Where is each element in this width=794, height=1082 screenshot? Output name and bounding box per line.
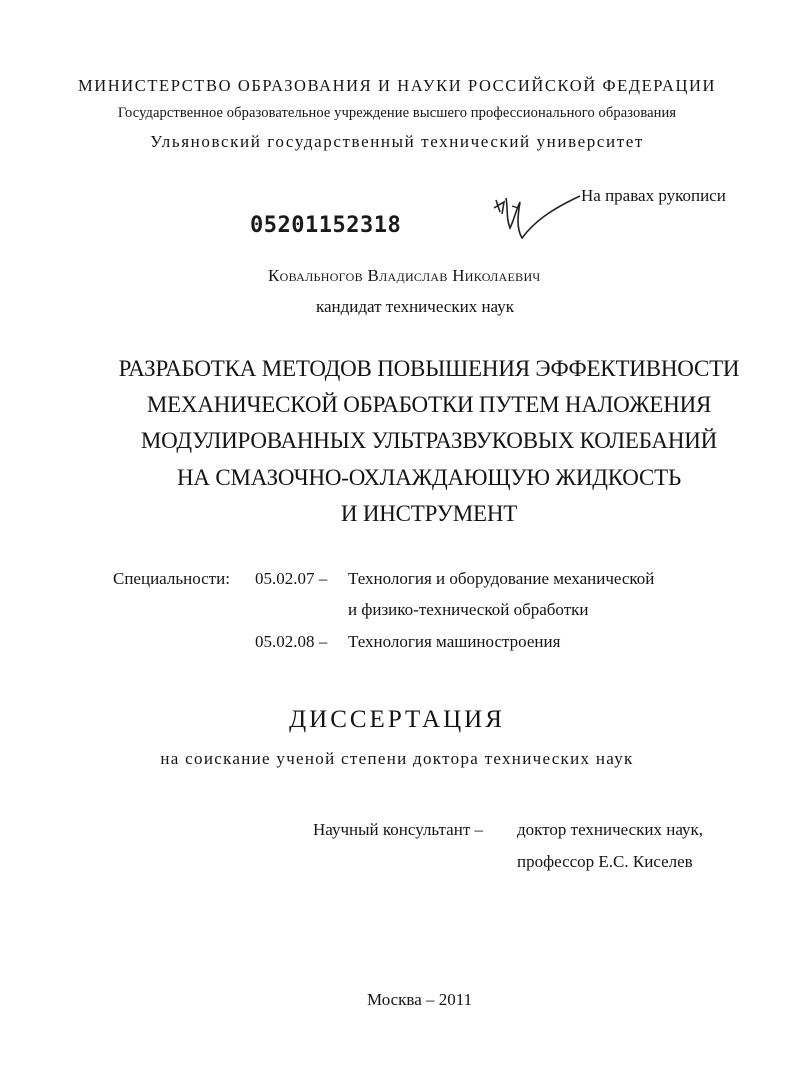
- place-year: Москва – 2011: [367, 990, 473, 1009]
- specialty-text: Технология машиностроения: [348, 632, 561, 651]
- author-degree: кандидат технических наук: [316, 297, 514, 316]
- specialty-code: 05.02.08 –: [255, 632, 328, 651]
- document-number: 05201152318: [250, 213, 402, 238]
- university-heading: Ульяновский государственный технический университет: [150, 132, 644, 151]
- document-type-heading: ДИССЕРТАЦИЯ: [289, 706, 505, 733]
- title-line: МЕХАНИЧЕСКОЙ ОБРАБОТКИ ПУТЕМ НАЛОЖЕНИЯ: [146, 392, 712, 418]
- title-line: И ИНСТРУМЕНТ: [340, 500, 518, 526]
- title-line: МОДУЛИРОВАННЫХ УЛЬТРАЗВУКОВЫХ КОЛЕБАНИЙ: [140, 428, 718, 454]
- title-line: РАЗРАБОТКА МЕТОДОВ ПОВЫШЕНИЯ ЭФФЕКТИВНОСТИ: [118, 356, 740, 381]
- specialties-label: Специальности:: [113, 569, 230, 588]
- advisor-label: Научный консультант –: [313, 820, 483, 839]
- title-line: НА СМАЗОЧНО-ОХЛАЖДАЮЩУЮ ЖИДКОСТЬ: [176, 464, 681, 490]
- advisor-name: профессор Е.С. Киселев: [517, 852, 693, 871]
- degree-subtitle: на соискание ученой степени доктора технических наук: [160, 749, 634, 768]
- author-name: Ковальногов Владислав Николаевич: [268, 266, 541, 285]
- manuscript-note: На правах рукописи: [581, 186, 726, 205]
- specialty-text: Технология и оборудование механической: [348, 569, 655, 588]
- specialty-text: и физико-технической обработки: [348, 600, 589, 619]
- signature-icon: [490, 188, 586, 252]
- advisor-degree: доктор технических наук,: [517, 820, 704, 839]
- institution-heading: Государственное образовательное учреждение высшего профессионального образования: [117, 105, 677, 121]
- ministry-heading: МИНИСТЕРСТВО ОБРАЗОВАНИЯ И НАУКИ РОССИЙСКОЙ ФЕДЕРАЦИИ: [77, 76, 717, 95]
- dissertation-title: [0, 351, 794, 532]
- specialty-code: 05.02.07 –: [255, 569, 328, 588]
